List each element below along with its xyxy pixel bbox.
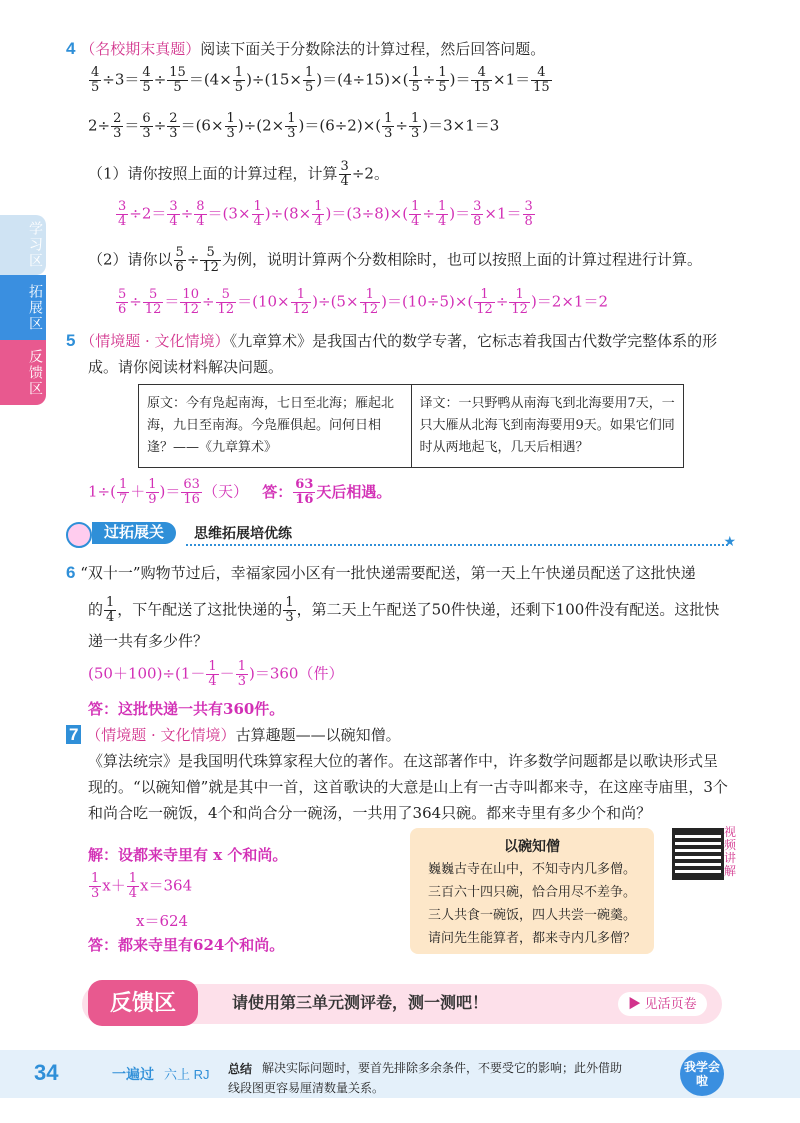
q4-sub1-answer: $\frac{3}{4}$ ÷2＝ $\frac{3}{4}$ ÷ $\frac{8}{4}$ ＝(3× $\frac{1}{4}$ )÷(8× $\frac{1}{4}$ )＝(3÷8)×( $\frac{1}{4}$ ÷ $\frac{1}{4}$ )＝ $\frac{3}{8}$ ×1＝ $\frac{3}{8}$ — [118, 199, 533, 229]
tab-expand[interactable] — [0, 275, 46, 340]
feedback-label: 反馈区 — [88, 980, 198, 1026]
q7-text2: 现的。“以碗知僧”就是其中一首，这首歌诀的大意是山上有一古寺叫都来寺，在这座寺庙里，3个 — [88, 778, 728, 796]
q6-calc-text: (50＋100)÷(1－ — [88, 664, 206, 683]
q4-sub1-tail: ÷2。 — [351, 164, 389, 183]
q4-example2: 2÷ $\frac{2}{3}$ ＝ $\frac{6}{3}$ ÷ $\frac{2}{3}$ ＝(6× $\frac{1}{3}$ )÷(2× $\frac{1}{3}$ )＝(6÷2)×( $\frac{1}{3}$ ÷ $\frac{1}{3}$ )＝3×1＝3 — [88, 111, 500, 141]
q7-text3: 和尚合吃一碗饭，4个和尚合分一碗汤，一共用了364只碗。都来寺里有多少个和尚？ — [88, 804, 652, 822]
q7-solution: 解：设都来寺里有 x 个和尚。 — [88, 846, 288, 864]
view-sheet-button[interactable] — [618, 992, 707, 1016]
section-banner — [66, 522, 736, 550]
feedback-text: 请使用第三单元测评卷，测一测吧！ — [232, 995, 489, 1012]
q6-text2b: ，下午配送了这批快递的 — [117, 600, 283, 619]
q5-source-table — [138, 384, 684, 468]
q5-answer-label: 答： — [262, 482, 293, 501]
banner-subtitle: 思维拓展培优练 — [194, 525, 292, 541]
q6-calc-tail: )＝360（件） — [248, 664, 344, 683]
q4-sub2-tail: 为例，说明计算两个分数相除时，也可以按照上面的计算过程进行计算。 — [221, 250, 702, 269]
q6-answer: 答：这批快递一共有360件。 — [88, 700, 285, 718]
q7-text1: 《算法统宗》是我国明代珠算家程大位的著作。在这部著作中，许多数学问题都是以歌诀形式呈 — [88, 752, 719, 770]
star-icon: ★ — [723, 534, 736, 550]
q4-tag: （名校期末真题） — [80, 40, 201, 58]
learned-badge: 我学会啦 — [680, 1052, 724, 1096]
q5-header — [66, 330, 717, 351]
q6-text2a: 的 — [88, 600, 104, 619]
poem-title: 以碗知僧 — [504, 838, 560, 854]
tab-expand-label: 拓展区 — [28, 283, 44, 332]
page-number: 34 — [34, 1060, 59, 1085]
poem-line: 三人共食一碗饭，四人共尝一碗羹。 — [428, 908, 637, 923]
q5-text2: 成。请你阅读材料解决问题。 — [88, 358, 284, 376]
q5-number: 5 — [66, 331, 76, 350]
grade-label: 六上 RJ — [164, 1067, 210, 1082]
q6-calc: (50＋100)÷(1－ $\frac{1}{4}$ － $\frac{1}{3}$ )＝360（件） — [88, 659, 344, 689]
q5-original: 原文：今有凫起南海，七日至北海；雁起北海，九日至南海。今凫雁俱起。问何日相逢？——《九章算术》 — [139, 385, 412, 468]
q4-number: 4 — [66, 39, 76, 58]
tab-feedback-label: 反馈区 — [28, 348, 44, 397]
q4-sub1: （1）请你按照上面的计算过程，计算 $\frac{3}{4}$ ÷2。 — [88, 159, 389, 189]
q5-text1: 《九章算术》是我国古代的数学专著，它标志着我国古代数学完整体系的形 — [229, 332, 718, 350]
poem-line: 三百六十四只碗，恰合用尽不差争。 — [428, 885, 637, 900]
feedback-bar — [82, 984, 722, 1024]
summary-label: 总结 — [228, 1062, 253, 1076]
q6-line1 — [66, 562, 696, 583]
tab-study-label: 学习区 — [28, 221, 44, 269]
q4-header — [66, 38, 545, 59]
q7-title: 古算趣题——以碗知僧。 — [235, 726, 401, 744]
q4-sub2-text: （2）请你以 — [88, 250, 173, 269]
summary-line2: 线段图更容易厘清数量关系。 — [228, 1081, 385, 1095]
poem-line: 巍巍古寺在山中，不知寺内几多僧。 — [428, 862, 637, 877]
tab-feedback[interactable] — [0, 340, 46, 405]
mascot-icon — [66, 522, 92, 548]
q5-answer: 1÷( $\frac{1}{7}$ ＋ $\frac{1}{9}$ )＝ $\frac{63}{16}$ （天） 答： $\frac{63}{16}$ 天后相遇。 — [88, 477, 392, 507]
poem-line: 请问先生能算者，都来寺内几多僧？ — [428, 931, 637, 946]
q4-sub2-answer: $\frac{5}{6}$ ÷ $\frac{5}{12}$ ＝ $\frac{10}{12}$ ÷ $\frac{5}{12}$ ＝(10× $\frac{1}{12}$ )÷(5× $\frac{1}{12}$ )＝(10÷5)×( $\frac{1}{12}$ ÷ $\frac{1}{12}$ )＝2×1＝2 — [118, 287, 609, 317]
banner-rule — [186, 544, 728, 546]
poem-box — [410, 828, 654, 954]
q6-text2c: ，第二天上午配送了50件快递，还剩下100件没有配送。这批快 — [296, 600, 720, 619]
q7-equation: $\frac{1}{3}$ x＋ $\frac{1}{4}$ x＝364 — [91, 871, 193, 901]
q5-tag: （情境题 · 文化情境） — [80, 332, 230, 350]
q5-translation: 译文：一只野鸭从南海飞到北海要用7天，一只大雁从北海飞到南海要用9天。如果它们同时从两地起飞，几天后相遇？ — [411, 385, 684, 468]
q7-answer: 答：都来寺里有624个和尚。 — [88, 936, 285, 954]
q4-sub1-text: （1）请你按照上面的计算过程，计算 — [88, 164, 338, 183]
summary-text — [262, 1058, 622, 1078]
q7-header — [66, 724, 401, 745]
q7-eq-tail: x＝364 — [140, 876, 193, 895]
summary-line1: 解决实际问题时，要首先排除多余条件，不要受它的影响；此外借助 — [262, 1061, 623, 1075]
q7-number: 7 — [66, 725, 81, 744]
q4-sub2: （2）请你以 $\frac{5}{6}$ ÷ $\frac{5}{12}$ 为例，说明计算两个分数相除时，也可以按照上面的计算过程进行计算。 — [88, 245, 702, 275]
footer — [0, 1050, 800, 1098]
banner-title: 过拓展关 — [92, 522, 176, 544]
q7-tag: （情境题 · 文化情境） — [86, 726, 236, 744]
q6-text1: “双十一”购物节过后，幸福家园小区有一批快递需要配送，第一天上午快递员配送了这批快递 — [80, 564, 696, 582]
qr-label: 视频讲解 — [724, 825, 737, 878]
q6-text3: 递一共有多少件？ — [88, 632, 209, 650]
view-sheet-label: 见活页卷 — [644, 996, 697, 1011]
poem-lines — [428, 858, 654, 950]
tab-study[interactable] — [0, 215, 46, 275]
q5-answer-tail: 天后相遇。 — [316, 482, 392, 501]
play-icon: ▶ — [628, 996, 642, 1011]
brand-name: 一遍过 — [112, 1066, 154, 1082]
q5-unit: （天） — [202, 482, 248, 501]
qr-code-icon[interactable] — [672, 828, 724, 880]
q6-line2: 的 $\frac{1}{4}$ ，下午配送了这批快递的 $\frac{1}{3}$ ，第二天上午配送了50件快递，还剩下100件没有配送。这批快 — [88, 595, 720, 625]
q4-text: 阅读下面关于分数除法的计算过程，然后回答问题。 — [200, 40, 546, 58]
q7-equation2: x＝624 — [136, 912, 189, 930]
q4-example1: $\frac{4}{5}$ ÷3＝ $\frac{4}{5}$ ÷ $\frac{15}{5}$ ＝(4× $\frac{1}{5}$ )÷(15× $\frac{1}{5}$ )＝(4÷15)×( $\frac{1}{5}$ ÷ $\frac{1}{5}$ )＝ $\frac{4}{15}$ ×1＝ $\frac{4}{15}$ — [91, 65, 550, 95]
q6-number: 6 — [66, 563, 76, 582]
